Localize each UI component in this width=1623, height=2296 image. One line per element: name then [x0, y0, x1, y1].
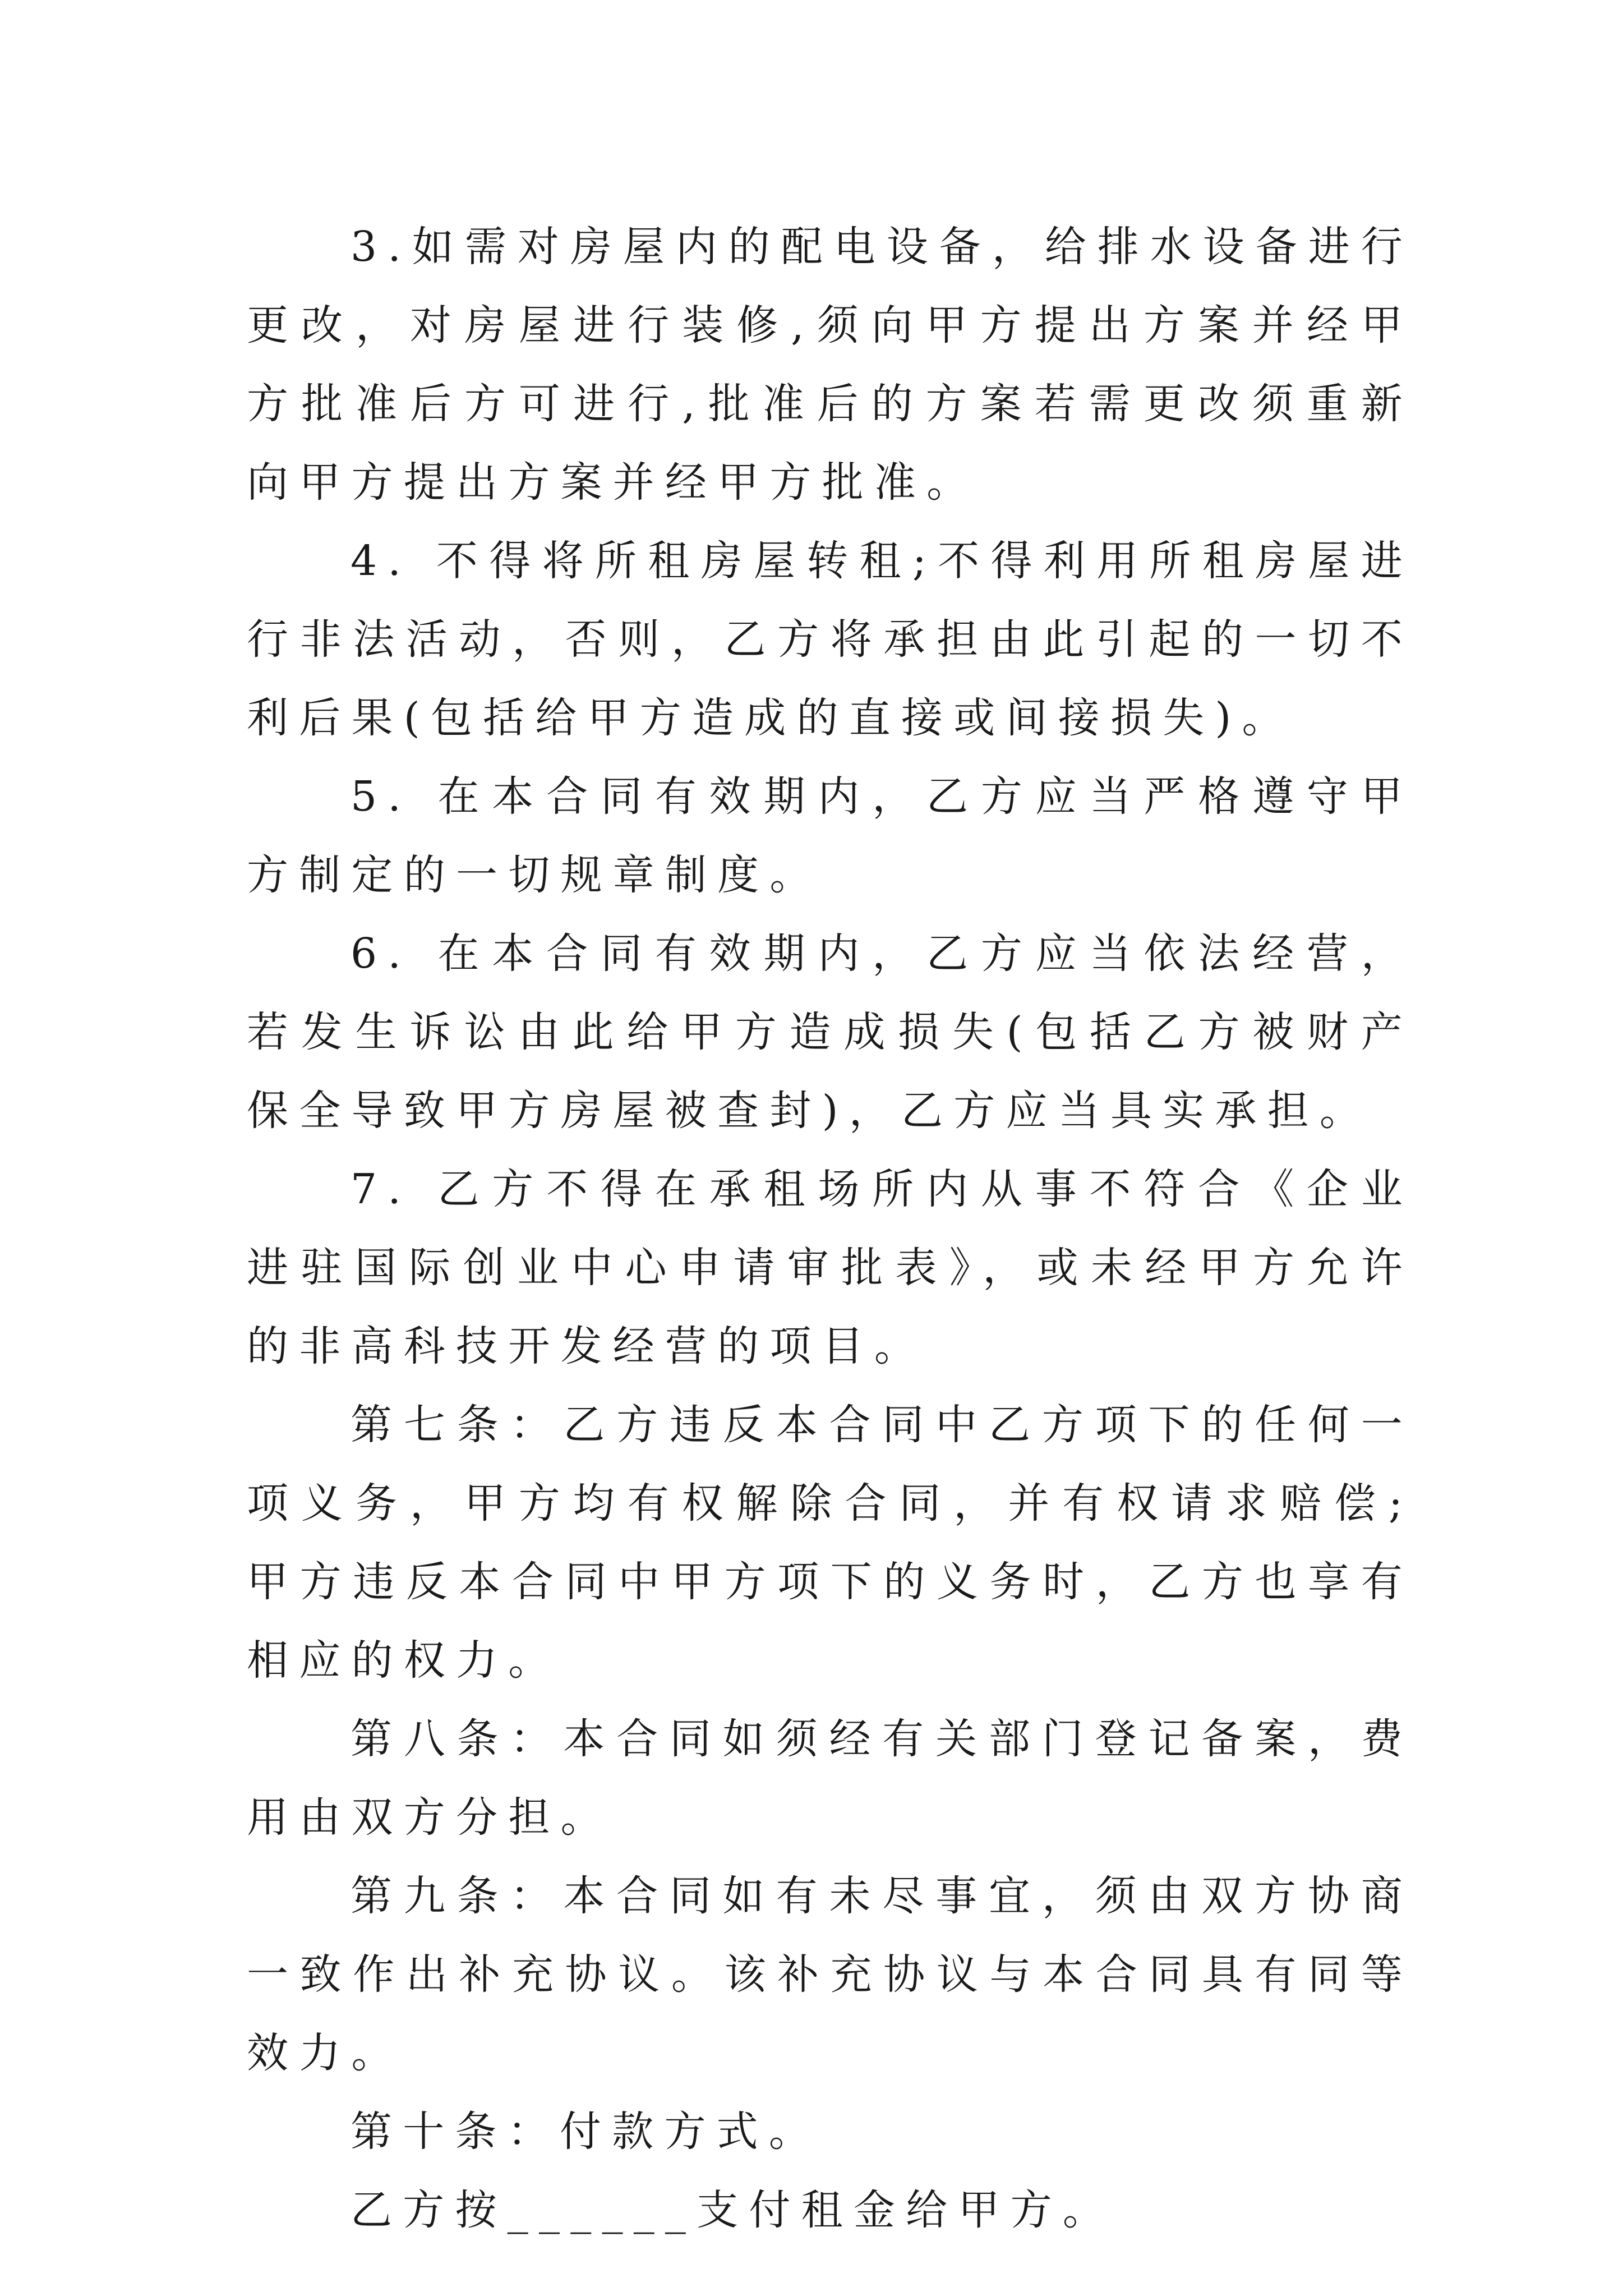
clause-4: 4. 不得将所租房屋转租;不得利用所租房屋进行非法活动，否则，乙方将承担由此引起的一切不利后果(包括给甲方造成的直接或间接损失)。 [247, 537, 1413, 742]
clause-5: 5. 在本合同有效期内，乙方应当严格遵守甲方制定的一切规章制度。 [247, 772, 1413, 899]
article-10: 第十条：付款方式。 [351, 2108, 822, 2156]
article-7: 第七条：乙方违反本合同中乙方项下的任何一项义务，甲方均有权解除合同，并有权请求赔偿;甲方违反本合同中甲方项下的义务时，乙方也享有相应的权力。 [247, 1401, 1413, 1685]
document-page [247, 208, 1413, 2249]
payment-suffix: 支付租金给甲方。 [697, 2186, 1115, 2234]
article-9: 第九条：本合同如有未尽事宜，须由双方协商一致作出补充协议。该补充协议与本合同具有同等效力。 [247, 1872, 1413, 2077]
clause-7: 7. 乙方不得在承租场所内从事不符合《企业进驻国际创业中心申请审批表》，或未经甲方允许的非高科技开发经营的项目。 [247, 1165, 1413, 1370]
payment-line [247, 2171, 1413, 2249]
article-8: 第八条：本合同如须经有关部门登记备案，费用由双方分担。 [247, 1715, 1413, 1842]
payment-prefix: 乙方按 [351, 2186, 508, 2234]
payment-blank: ______ [507, 2186, 697, 2234]
clause-3: 3.如需对房屋内的配电设备，给排水设备进行更改，对房屋进行装修,须向甲方提出方案并经甲方批准后方可进行,批准后的方案若需更改须重新向甲方提出方案并经甲方批准。 [247, 223, 1413, 507]
clause-6: 6. 在本合同有效期内，乙方应当依法经营，若发生诉讼由此给甲方造成损失(包括乙方被财产保全导致甲方房屋被查封)，乙方应当具实承担。 [247, 930, 1413, 1135]
